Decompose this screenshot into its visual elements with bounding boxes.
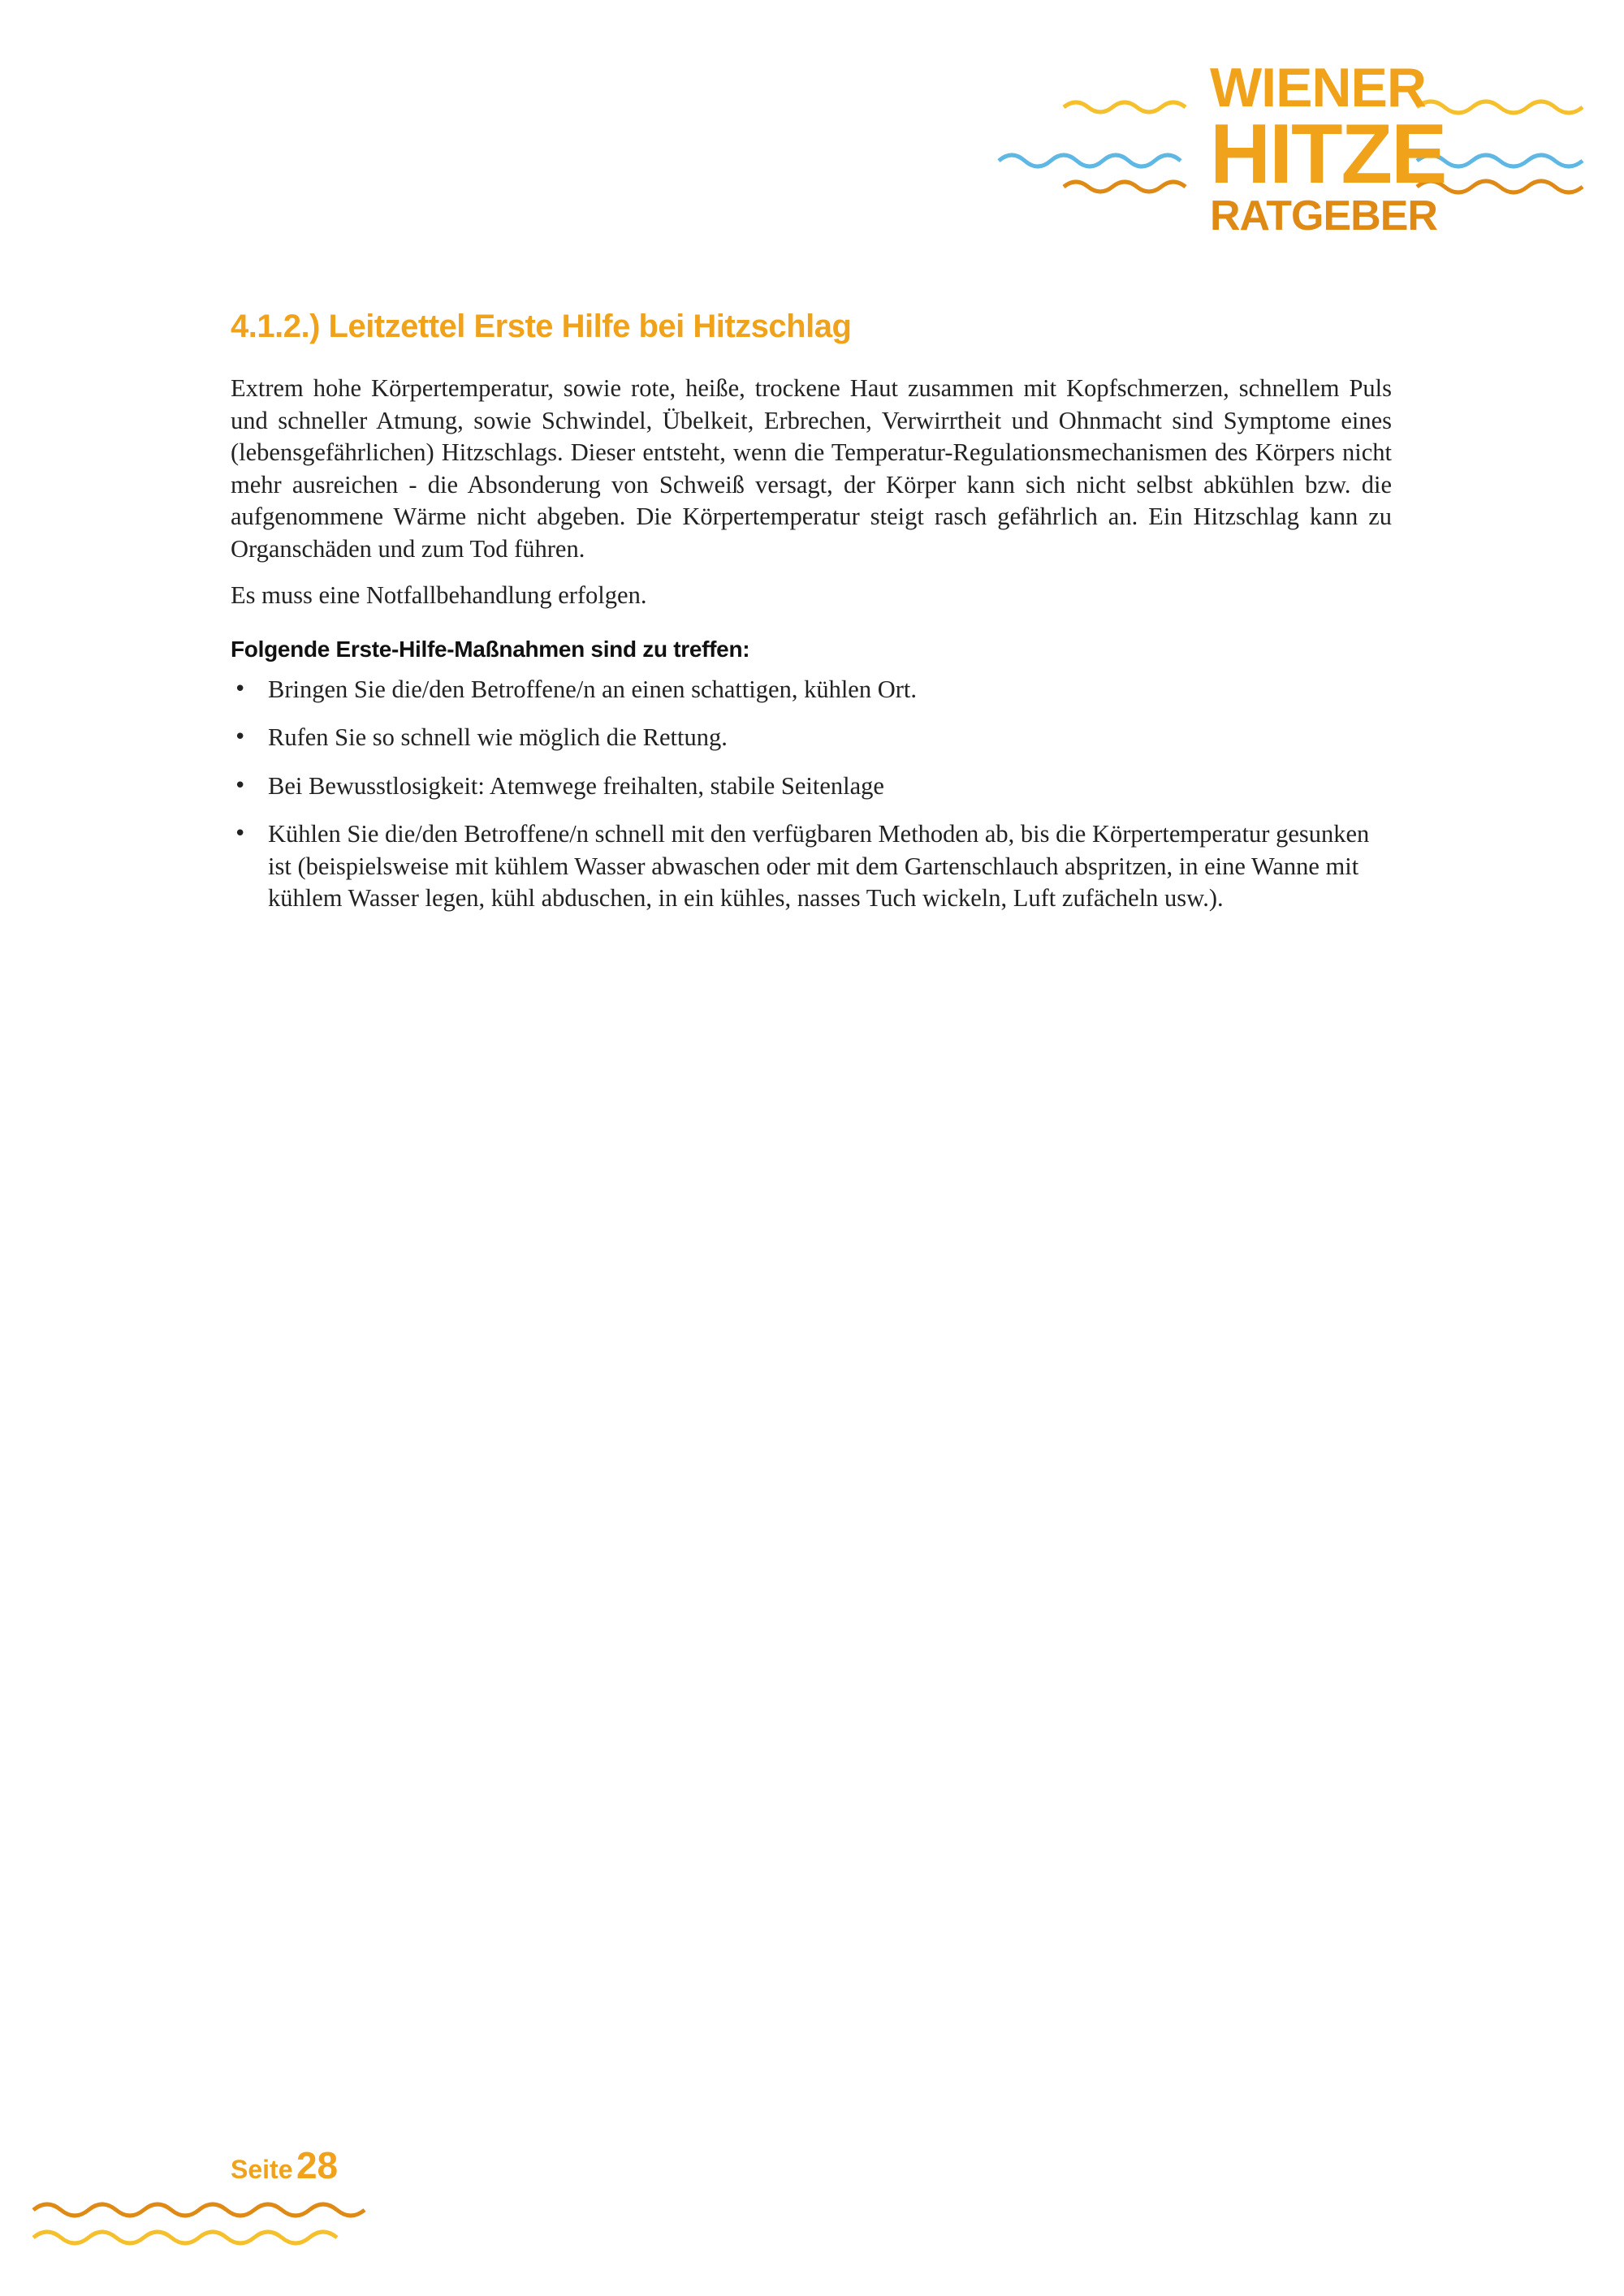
- list-item-text: Kühlen Sie die/den Betroffene/n schnell mit den verfügbaren Methoden ab, bis die Körpertemperatur gesunken ist (beispielsweise mit kühlem Wasser abwaschen oder mit dem Gartenschlauch abspritzen, in eine Wanne mit kühlem Wasser legen, kühl abduschen, in ein kühles, nasses Tuch wickeln, Luft zufächeln usw.).: [268, 820, 1370, 912]
- page-number: 28: [296, 2144, 339, 2186]
- emergency-paragraph: Es muss eine Notfallbehandlung erfolgen.: [231, 581, 647, 609]
- footer-wave-icon: [29, 2192, 387, 2257]
- list-item: [231, 722, 1380, 754]
- symptoms-paragraph: Extrem hohe Körpertemperatur, sowie rote, heiße, trockene Haut zusammen mit Kopfschmerzen, schnellem Puls und schneller Atmung, sowie Schwindel, Übelkeit, Erbrechen, Verwirrtheit und Ohnmacht sind Symptome eines (lebensgefährlichen) Hitzschlags. Dieser entsteht, wenn die Temperatur-Regulationsmechanismen des Körpers nicht mehr ausreichen - die Absonderung von Schweiß versagt, der Körper kann sich nicht selbst abkühlen bzw. die aufgenommene Wärme nicht abgeben. Die Körpertemperatur steigt rasch gefährlich an. Ein Hitzschlag kann zu Organschäden und zum Tod führen.: [231, 374, 1392, 563]
- bullet-icon: •: [234, 773, 247, 798]
- list-item-text: Bei Bewusstlosigkeit: Atemwege freihalten, stabile Seitenlage: [268, 771, 884, 800]
- wiener-hitze-ratgeber-logo: [991, 57, 1608, 240]
- bullet-icon: •: [234, 725, 247, 749]
- page-footer: [231, 2143, 338, 2187]
- section-heading: 4.1.2.) Leitzettel Erste Hilfe bei Hitzschlag: [231, 309, 852, 344]
- wave-orange-left: [1064, 182, 1186, 192]
- list-item: [231, 818, 1380, 915]
- main-content: [231, 309, 1392, 931]
- page-label: Seite: [231, 2155, 293, 2184]
- list-item: [231, 770, 1380, 803]
- bullet-icon: •: [234, 822, 247, 846]
- logo-line-wiener: WIENER: [1210, 57, 1426, 119]
- wave-blue-left: [999, 155, 1181, 166]
- wave-yellow-left: [1064, 102, 1186, 112]
- measures-subheading: Folgende Erste-Hilfe-Maßnahmen sind zu treffen:: [231, 636, 750, 662]
- logo-line-hitze: HITZE: [1210, 107, 1446, 201]
- list-item: [231, 674, 1380, 706]
- logo-line-ratgeber: RATGEBER: [1210, 192, 1437, 240]
- first-aid-list: [231, 674, 1392, 915]
- list-item-text: Rufen Sie so schnell wie möglich die Rettung.: [268, 723, 728, 751]
- footer-wave-orange: [33, 2204, 365, 2216]
- footer-wave-yellow: [33, 2232, 337, 2243]
- logo-wordmark: [1210, 57, 1446, 240]
- list-item-text: Bringen Sie die/den Betroffene/n an einen schattigen, kühlen Ort.: [268, 675, 917, 703]
- bullet-icon: •: [234, 676, 247, 701]
